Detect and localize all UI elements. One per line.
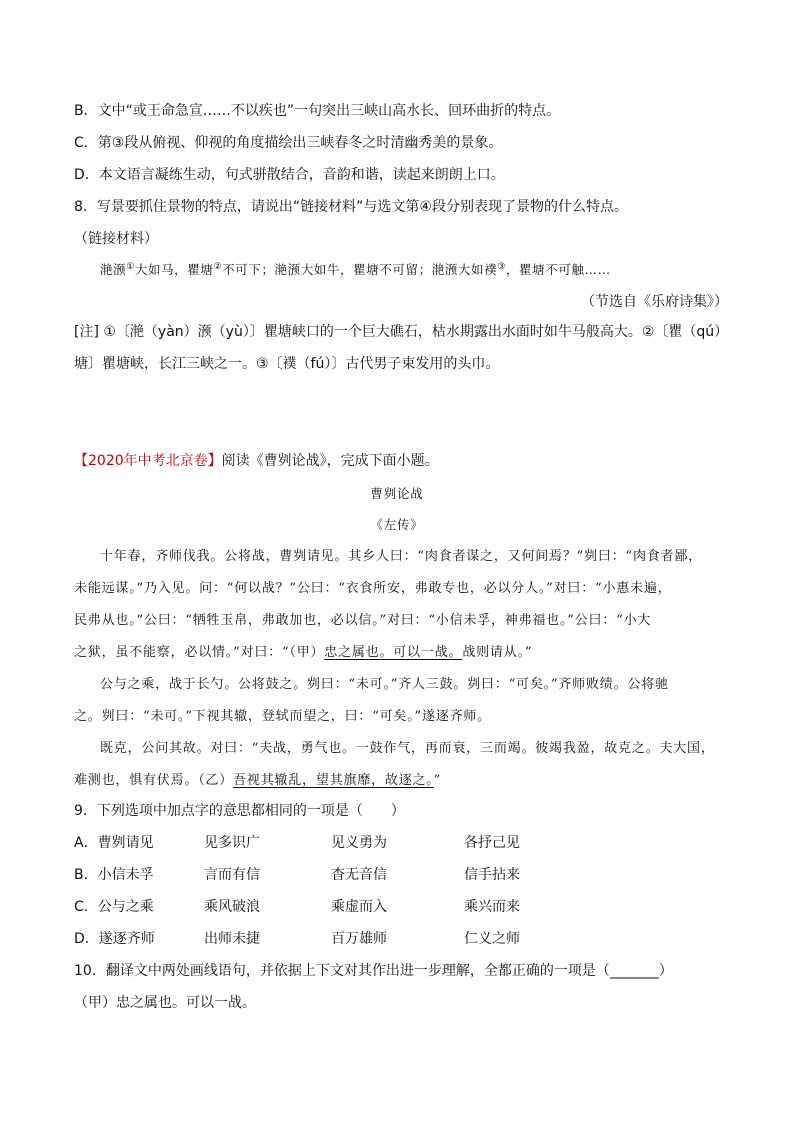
option-b: B．文中“或王命急宣……不以疾也”一句突出三峡山高水长、回环曲折的特点。: [74, 103, 561, 119]
option-a-1: A．曹刿请见: [74, 835, 154, 851]
linked-poem: [100, 260, 611, 280]
exam-source-tag: 【2020年中考北京卷】: [74, 453, 222, 469]
poem-source: （节选自《乐府诗集》）: [581, 294, 728, 310]
question-9: 9．下列选项中加点字的意思都相同的一项是（ ）: [74, 803, 405, 819]
passage-text: ”: [433, 773, 442, 788]
passage-text: 战则请从。”: [462, 645, 533, 660]
passage-line: 公与之乘，战于长勺。公将鼓之。刿曰：“未可。”齐人三鼓。刿曰：“可矣。”齐师败绩。公将驰: [100, 677, 669, 692]
passage-title: 曹刿论战: [370, 486, 424, 501]
option-b-4: 信手拈来: [464, 867, 520, 883]
option-c-4: 乘兴而来: [464, 899, 520, 915]
option-b-3: 杳无音信: [331, 867, 387, 883]
footnote-marker: ①: [126, 261, 135, 272]
option-a-3: 见义勇为: [331, 835, 387, 851]
option-d-4: 仁义之师: [464, 931, 520, 947]
footnote-marker: ②: [213, 261, 223, 272]
option-b-1: B．小信未孚: [74, 867, 154, 883]
passage-line: 之。刿曰：“未可。”下视其辙，登轼而望之，曰：“可矣。”遂逐齐师。: [74, 709, 491, 724]
option-d-2: 出师未捷: [204, 931, 260, 947]
footnote-marker: ③: [497, 261, 506, 272]
option-d-1: D．遂逐齐师: [74, 931, 155, 947]
section-intro: 阅读《曹刿论战》，完成下面小题。: [221, 453, 439, 469]
question-10: [74, 961, 673, 981]
poem-text: ，瞿塘不可触……: [505, 262, 611, 277]
option-c-2: 乘风破浪: [204, 899, 260, 915]
question-8: 8．写景要抓住景物的特点，请说出“链接材料”与选文第④段分别表现了景物的什么特点。: [74, 199, 628, 215]
option-b-2: 言而有信: [204, 867, 260, 883]
option-c: C．第③段从俯视、仰视的角度描绘出三峡春冬之时清幽秀美的景象。: [74, 135, 503, 151]
option-a-2: 见多识广: [204, 835, 260, 851]
option-c-1: C．公与之乘: [74, 899, 154, 915]
poem-text: 大如马，瞿塘: [134, 262, 214, 277]
passage-line: [74, 771, 441, 791]
underlined-sentence-yi: 吾视其辙乱，望其旗靡，故逐之。: [233, 773, 434, 788]
question-10-text: 10．翻译文中两处画线语句，并依据上下文对其作出进一步理解，全都正确的一项是（: [74, 963, 610, 979]
passage-line: 十年春，齐师伐我。公将战，曹刿请见。其乡人曰：“肉食者谋之，又何间焉？”刿曰：“肉食者鄙，: [100, 549, 702, 564]
poem-text: 滟滪: [100, 262, 127, 277]
option-d: D．本文语言凝练生动，句式骈散结合，音韵和谐，读起来朗朗上口。: [74, 167, 505, 183]
passage-line: [74, 643, 532, 663]
option-a-4: 各抒己见: [464, 835, 520, 851]
passage-text: 难测也，惧有伏焉。（乙）: [74, 773, 234, 788]
option-c-3: 乘虚而入: [331, 899, 387, 915]
option-d-3: 百万雄师: [331, 931, 387, 947]
section-heading: [74, 451, 439, 471]
passage-line: 民弗从也。”公曰：“牺牲玉帛，弗敢加也，必以信。”对曰：“小信未孚，神弗福也。”公曰：“小大: [74, 613, 652, 628]
footnote-line-2: 塘〕瞿塘峡，长江三峡之一。③〔襆（fú）〕古代男子束发用的头巾。: [74, 356, 500, 372]
passage-line: 未能远谋。”乃入见。问：“何以战？”公曰：“衣食所安，弗敢专也，必以分人。”对曰：“小惠未遍，: [74, 581, 672, 596]
material-label: （链接材料）: [74, 231, 158, 247]
question-10-close: ）: [658, 963, 673, 979]
passage-line: 既克，公问其故。对曰：“夫战，勇气也。一鼓作气，再而衰，三而竭。彼竭我盈，故克之。夫大国，: [100, 741, 715, 756]
q10-sentence-jia: （甲）忠之属也。可以一战。: [74, 995, 256, 1011]
poem-text: 不可下；滟滪大如牛，瞿塘不可留；滟滪大如襆: [222, 262, 498, 277]
underlined-sentence-jia: 忠之属也。可以一战。: [324, 645, 463, 660]
answer-blank: _______: [609, 963, 659, 979]
passage-text: 之狱，虽不能察，必以情。”对曰：“（甲）: [74, 645, 325, 660]
passage-author: 《左传》: [370, 517, 424, 532]
footnote-line-1: [注] ①〔滟（yàn）滪（yù）〕瞿塘峡口的一个巨大礁石，枯水期露出水面时如牛马般高大。②〔瞿（qú）: [74, 324, 729, 340]
